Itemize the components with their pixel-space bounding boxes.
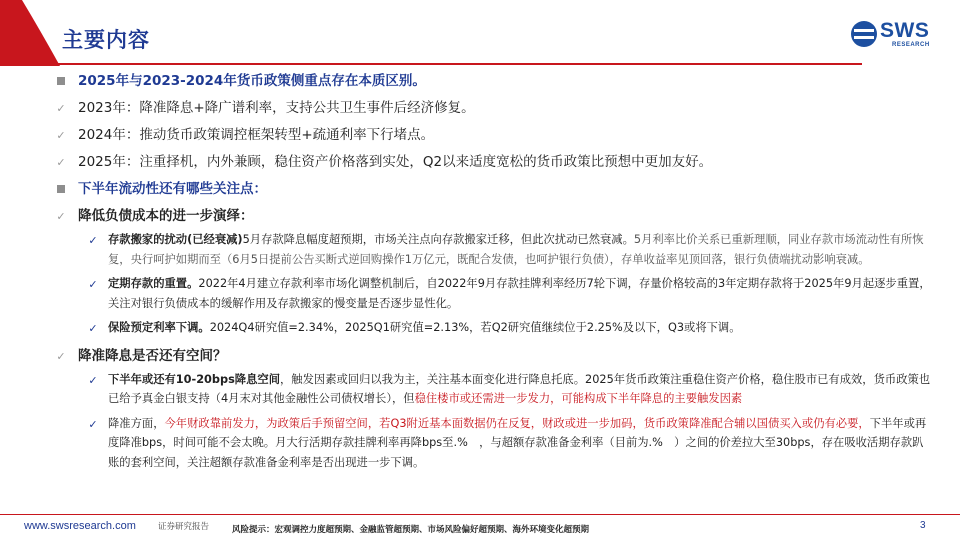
sub-item-highlight: 今年财政靠前发力，为政策后手预留空间，若Q3附近基本面数据仍在反复，财政或进一步加码，货币政策降准配合辅以国债买入或仍有必要， [164,416,870,430]
square-bullet-icon [54,176,68,203]
list-item [48,122,938,149]
list-item-text: 下半年流动性还有哪些关注点： [78,181,267,197]
list-item-text: 降低负债成本的进一步演绎： [78,208,254,224]
main-content [48,68,938,477]
list-item [48,203,938,230]
checkmark-icon: ✓ [56,349,66,363]
sub-item-text: 降准方面， [108,416,165,430]
footer-divider [0,514,960,515]
checkmark-icon: ✓ [56,210,66,223]
sws-logo [850,18,942,50]
square-bullet-icon [54,68,68,95]
sub-item-lead: 保险预定利率下调。 [108,321,210,334]
risk-disclaimer: 风险提示：宏观调控力度超预期、金融监管超预期、市场风险偏好超预期、海外环境变化超预期 [232,525,590,535]
page-title: 主要内容 [62,28,150,52]
sub-item-lead: 下半年或还有10-20bps降息空间 [108,372,280,386]
header-swoosh-icon [0,0,60,66]
list-item-text: 2024年：推动货币政策调控框架转型+疏通利率下行堵点。 [78,127,435,143]
checkmark-icon: ✓ [88,234,98,247]
list-item [48,343,938,370]
checkmark-icon: ✓ [56,129,66,142]
sws-logo-icon [850,20,878,48]
sub-item-text: ，触发因素或回归以我为主，关注基本面变化进行降息托底。2025年货币政策注重稳住资产价格，稳住股市已有成效，货币政策也已给予真金白银支持（4月末对其他金融性公司债权增长），但 [108,372,931,405]
list-item [48,95,938,122]
sub-item [48,318,938,338]
sub-item-detail: 5月利率比价关系已重新理顺，同业存款市场流动性有所恢复，央行呵护如期而至（6月5日提前公告买断式逆回购操作1万亿元，既配合发债，也呵护银行负债），存单收益率见顶回落，银行负债端扰动影响衰减。 [108,233,924,266]
sub-item-text: 5月存款降息幅度超预期，市场关注点向存款搬家迁移，但此次扰动已然衰减。 [242,233,634,246]
sub-item-lead: 存款搬家的扰动(已经衰减) [108,233,243,246]
list-item-text: 降准降息是否还有空间？ [78,347,227,364]
logo-text: SWS [880,19,930,42]
sub-item-text: 2022年4月建立存款利率市场化调整机制后，自2022年9月存款挂牌利率经历7轮下调，存量价格较高的3年定期存款将于2025年9月起逐步重置，关注对银行负债成本的缓解作用及存款搬家的慢变量是否逐步显性化。 [108,277,931,310]
logo-subtext: RESEARCH [892,42,930,48]
checkmark-icon: ✓ [88,373,98,387]
list-item-text: 2023年：降准降息+降广谱利率，支持公共卫生事件后经济修复。 [78,100,475,116]
sub-item [48,370,938,409]
list-item [48,176,938,203]
list-item [48,149,938,176]
sub-item [48,414,938,473]
sub-item [48,230,938,269]
footer-tag: 证券研究报告 [158,522,210,532]
checkmark-icon: ✓ [56,102,66,115]
sub-item-text: 下半年或再度降准bps，时间可能不会太晚。月大行活期存款挂牌利率再降bps至.% ，与超额存款准备金利率（目前为.% ）之间的价差拉大至30bps，存在吸收活期存款趴账的套利空间，关注超额存款准备金利率是否出现进一步下调。 [108,416,927,469]
sub-item-highlight: 稳住楼市或还需进一步发力，可能构成下半年降息的主要触发因素 [414,392,743,405]
footer [0,514,960,540]
header [0,0,960,66]
checkmark-icon: ✓ [88,278,98,291]
sub-item-text: 2024Q4研究值=2.34%，2025Q1研究值=2.13%，若Q2研究值继续位于2.25%及以下，Q3或将下调。 [209,321,741,334]
footer-url-link[interactable]: www.swsresearch.com [24,520,136,532]
checkmark-icon: ✓ [88,322,98,335]
list-item [48,68,938,95]
sub-item [48,274,938,313]
sub-item-lead: 定期存款的重置。 [108,277,199,290]
list-item-text: 2025年与2023-2024年货币政策侧重点存在本质区别。 [78,73,426,89]
list-item-text: 2025年：注重择机，内外兼顾，稳住资产价格落到实处，Q2以来适度宽松的货币政策比预想中更加友好。 [78,154,713,170]
checkmark-icon: ✓ [56,156,66,169]
header-divider [22,63,862,65]
page-number: 3 [920,520,926,531]
checkmark-icon: ✓ [88,417,98,431]
